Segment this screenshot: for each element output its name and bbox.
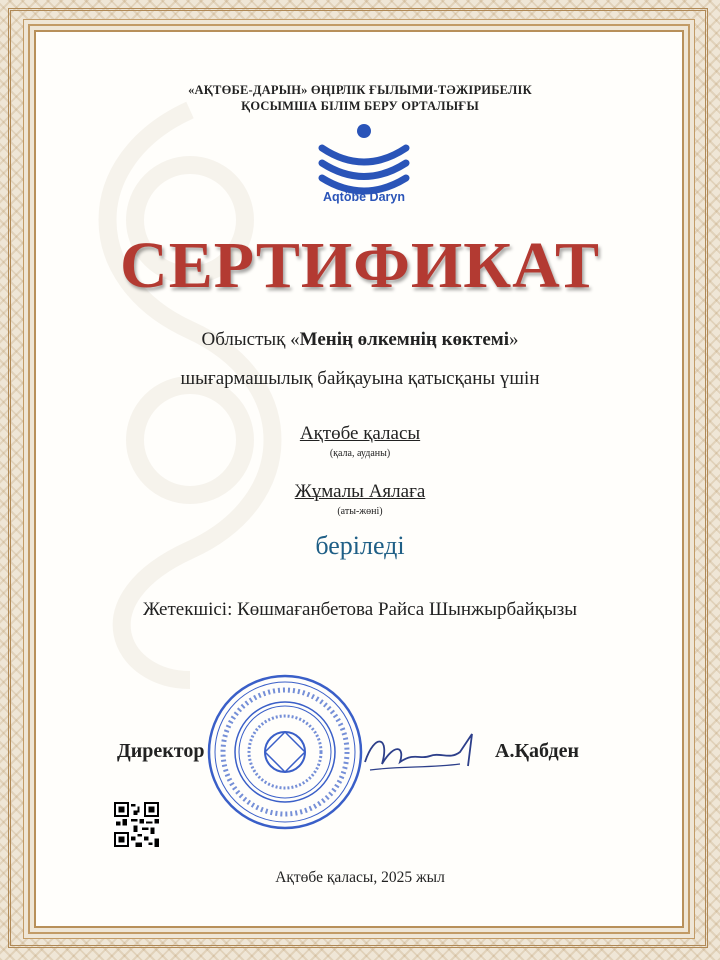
footer-place-year: Ақтөбе қаласы, 2025 жыл (275, 869, 445, 886)
logo-text: Aqtöbe Daryn (323, 190, 405, 204)
city-caption: (қала, ауданы) (329, 448, 391, 459)
contest-suffix: » (509, 329, 519, 350)
qr-code-icon (114, 802, 159, 847)
participation-line: шығармашылық байқауына қатысқаны үшін (180, 368, 540, 389)
supervisor-line: Жетекшісі: Көшмағанбетова Райса Шынжырбайқызы (143, 599, 577, 620)
director-name: А.Қабден (495, 740, 579, 762)
organization-line-1: «АҚТӨБЕ-ДАРЫН» ӨҢІРЛІК ҒЫЛЫМИ-ТӘЖІРИБЕЛІК (188, 83, 532, 97)
recipient-name: Жұмалы Аялаға (294, 481, 426, 502)
city-value: Ақтөбе қаласы (299, 423, 421, 444)
awarded-text: беріледі (315, 531, 405, 560)
contest-prefix: Облыстық « (201, 329, 300, 350)
contest-line (0, 329, 720, 351)
certificate-title: СЕРТИФИКАТ (120, 229, 600, 302)
director-label: Директор (117, 740, 205, 762)
organization-line-2: ҚОСЫМША БІЛІМ БЕРУ ОРТАЛЫҒЫ (241, 99, 479, 113)
organization-name (0, 82, 720, 114)
contest-name: Менің өлкемнің көктемі (299, 329, 509, 350)
recipient-caption: (аты-жөні) (337, 506, 383, 517)
official-stamp-icon (205, 672, 365, 832)
signature-icon (360, 722, 490, 782)
